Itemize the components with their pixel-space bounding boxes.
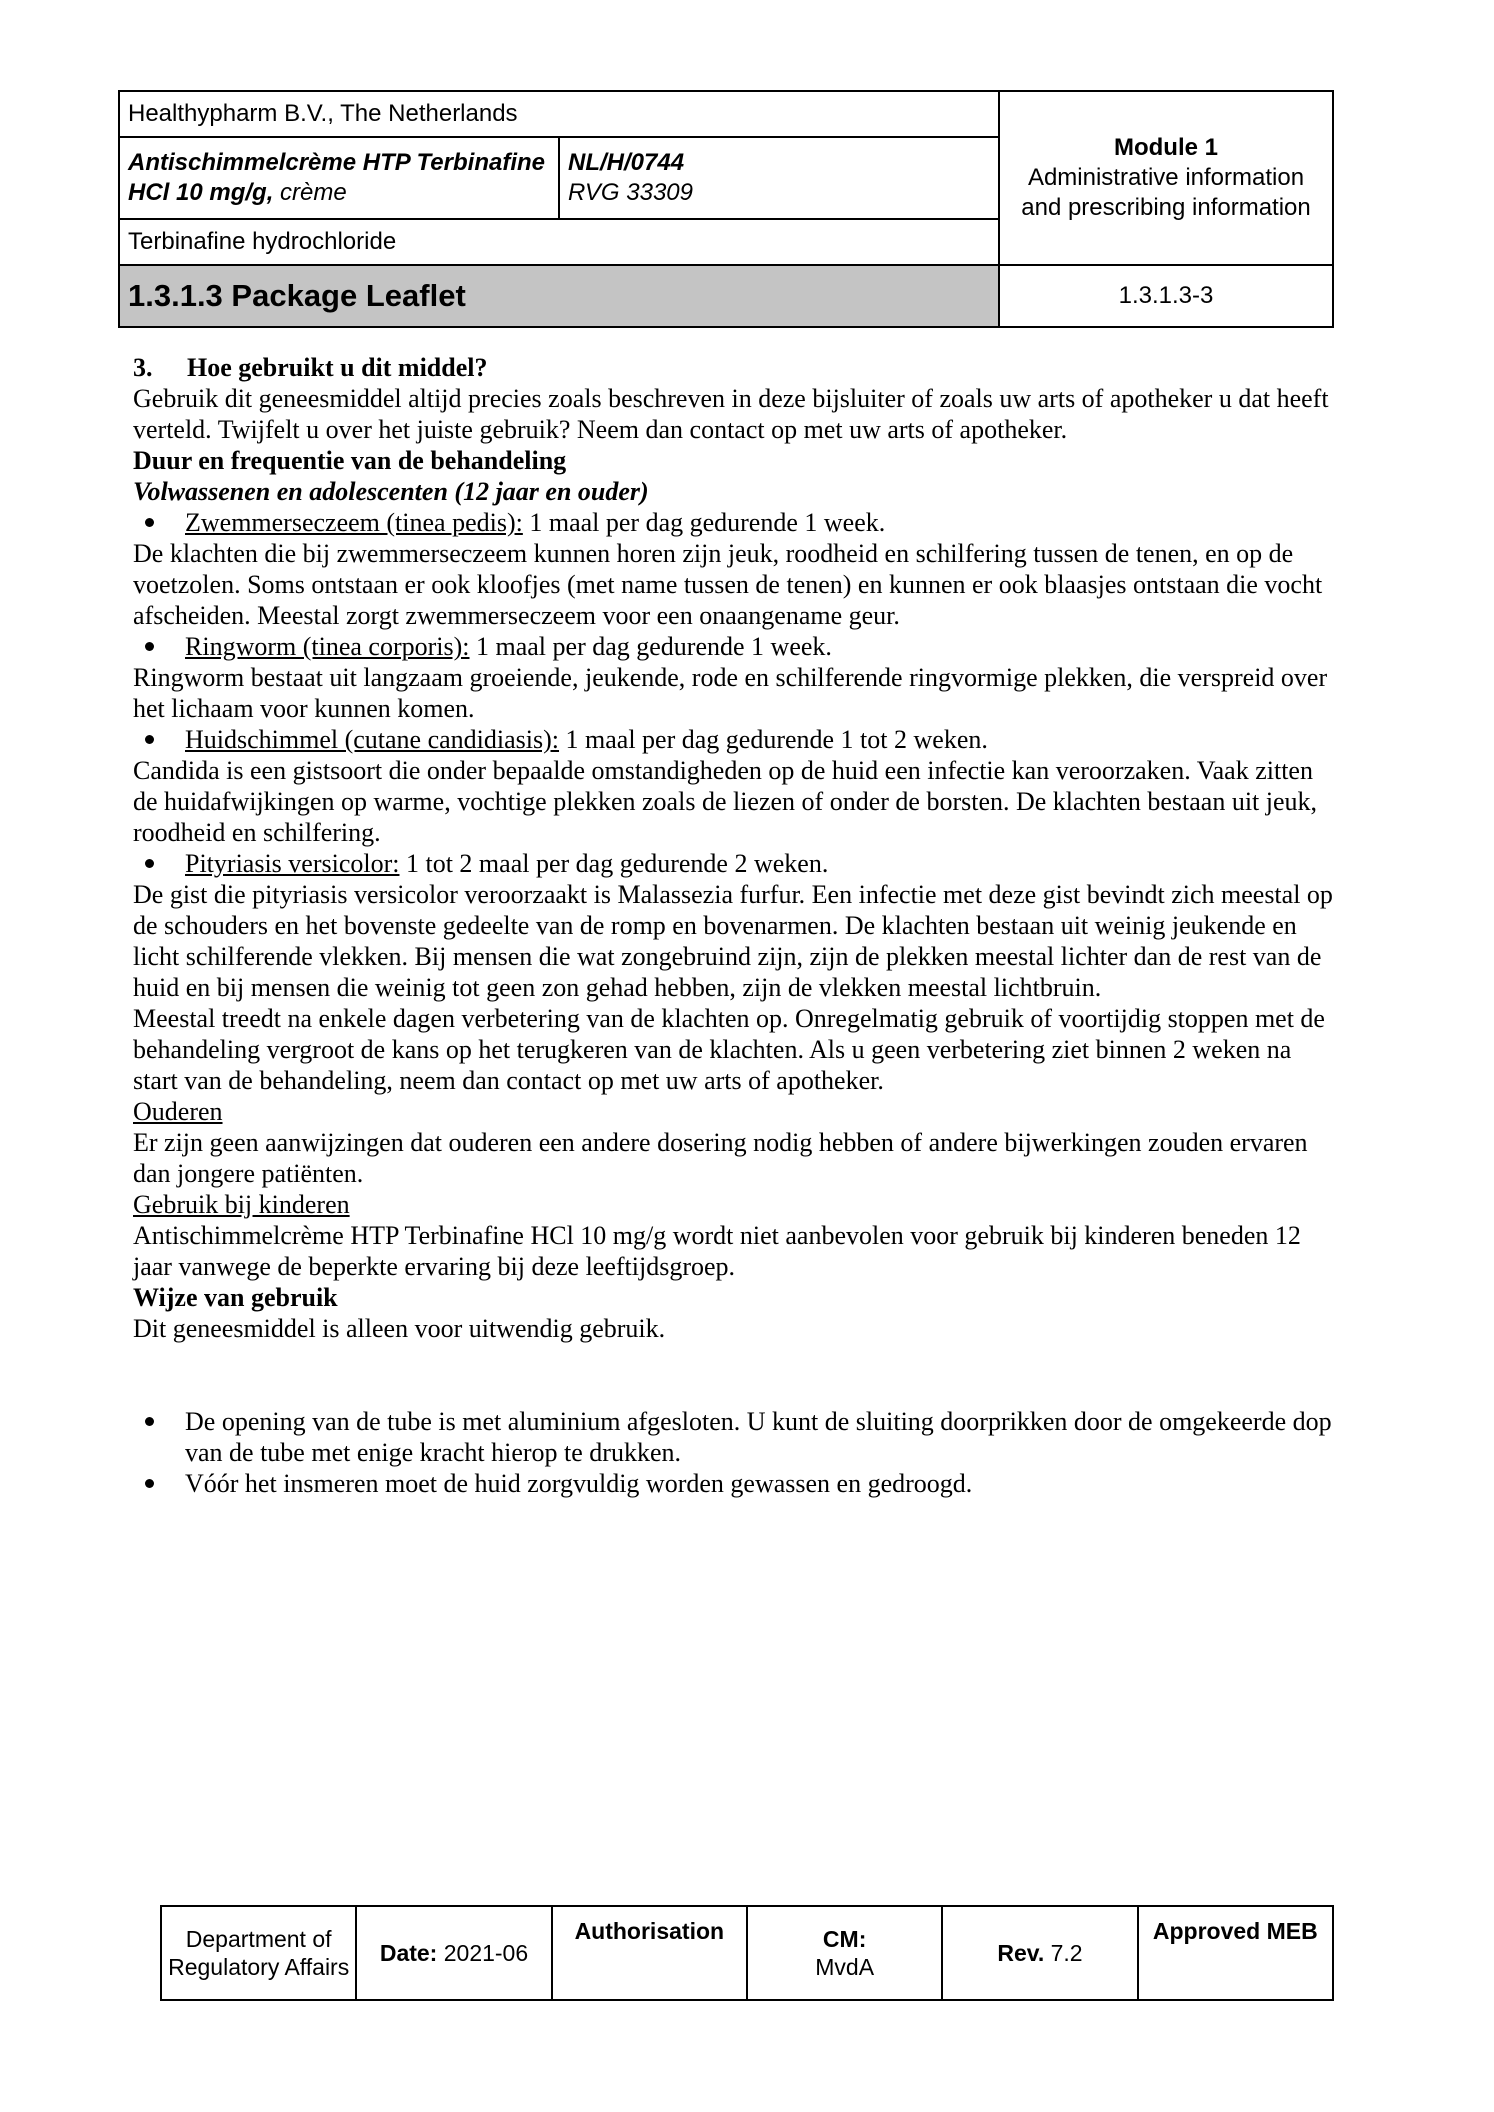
bullet-icon: [145, 642, 154, 651]
section3-heading: [133, 352, 1338, 383]
section-code: 1.3.1.3-3: [999, 265, 1333, 327]
footer-approved-cell: Approved MEB: [1138, 1906, 1333, 2000]
footer-date-cell: [356, 1906, 551, 2000]
indication-bullet-2: [133, 631, 1338, 662]
footer-cm-label: CM:: [822, 1926, 867, 1952]
footer-rev-label: Rev.: [997, 1940, 1045, 1966]
footer-department-line1: Department of: [185, 1926, 332, 1952]
indication-dose-1: 1 maal per dag gedurende 1 week.: [522, 508, 886, 537]
elderly-heading: Ouderen: [133, 1097, 223, 1126]
bullet-icon: [145, 735, 154, 744]
active-substance: Terbinafine hydrochloride: [119, 219, 999, 265]
indication-label-2: Ringworm (tinea corporis):: [185, 632, 470, 661]
indication-desc-3: Candida is een gistsoort die onder bepaalde omstandigheden op de huid een infectie kan veroorzaken. Vaak zitten de huidafwijkingen op warme, vochtige plekken zoals de liezen of onder de borsten. De klachten bestaan uit jeuk, roodheid en schilfering.: [133, 756, 1318, 847]
procedure-number: NL/H/0744: [568, 149, 685, 176]
footer-date-label: Date:: [379, 1940, 438, 1966]
bullet-icon: [145, 1417, 154, 1426]
company-name: Healthypharm B.V., The Netherlands: [119, 91, 999, 137]
footer-authorisation-cell: Authorisation: [552, 1906, 747, 2000]
indication-dose-3: 1 maal per dag gedurende 1 tot 2 weken.: [559, 725, 988, 754]
header-row-section: [119, 265, 1333, 327]
module-cell: [999, 91, 1333, 265]
usage-bullet-2-text: Vóór het insmeren moet de huid zorgvuldig worden gewassen en gedroogd.: [185, 1469, 973, 1498]
module-title: Module 1: [1113, 134, 1218, 161]
footer-cm-value: MvdA: [815, 1954, 875, 1980]
indication-desc-4: De gist die pityriasis versicolor veroorzaakt is Malassezia furfur. Een infectie met deze gist bevindt zich meestal op de schouders en het bovenste gedeelte van de romp en bovenarmen. De klachten bestaan uit weinig jeukende en licht schilferende vlekken. Bij mensen die wat zongebruind zijn, zijn de plekken meestal lichter dan de rest van de huid en bij mensen die weinig tot geen zon gehad hebben, zijn de vlekken meestal lichtbruin.: [133, 880, 1333, 1002]
indication-label-1: Zwemmerseczeem (tinea pedis):: [185, 508, 523, 537]
footer-department-line2: Regulatory Affairs: [168, 1954, 350, 1980]
children-heading: Gebruik bij kinderen: [133, 1190, 350, 1219]
intro-paragraph: Gebruik dit geneesmiddel altijd precies zoals beschreven in deze bijsluiter of zoals uw arts of apotheker u dat heeft verteld. Twijfelt u over het juiste gebruik? Neem dan contact op met uw arts of apotheker.: [133, 384, 1329, 444]
improvement-paragraph: Meestal treedt na enkele dagen verbetering van de klachten op. Onregelmatig gebruik of voortijdig stoppen met de behandeling vergroot de kans op het terugkeren van de klachten. Als u geen verbetering ziet binnen 2 weken na start van de behandeling, neem dan contact op met uw arts of apotheker.: [133, 1004, 1325, 1095]
section3-title: Hoe gebruikt u dit middel?: [187, 353, 488, 382]
module-line1: Administrative information: [1027, 164, 1305, 191]
footer-department-cell: [161, 1906, 356, 2000]
usage-bullet-1-text: De opening van de tube is met aluminium afgesloten. U kunt de sluiting doorprikken door de omgekeerde dop van de tube met enige kracht hierop te drukken.: [185, 1407, 1332, 1467]
adults-heading: Volwassenen en adolescenten (12 jaar en ouder): [133, 477, 649, 506]
section3-number: 3.: [133, 353, 153, 382]
bullet-icon: [145, 1479, 154, 1488]
usage-bullet-2: [133, 1468, 1338, 1499]
usage-heading: Wijze van gebruik: [133, 1283, 338, 1312]
product-name: Antischimmelcrème HTP Terbinafine HCl 10 mg/g,: [128, 149, 545, 206]
footer-rev-value: 7.2: [1044, 1940, 1083, 1966]
section-title: 1.3.1.3 Package Leaflet: [119, 265, 999, 327]
indication-dose-2: 1 maal per dag gedurende 1 week.: [469, 632, 832, 661]
product-name-cell: [119, 137, 559, 219]
rvg-number: RVG 33309: [568, 179, 693, 206]
product-form: crème: [273, 179, 347, 206]
footer-rev-cell: [942, 1906, 1137, 2000]
elderly-text: Er zijn geen aanwijzingen dat ouderen een andere dosering nodig hebben of andere bijwerkingen zouden ervaren dan jongere patiënten.: [133, 1128, 1308, 1188]
usage-bullet-1: [133, 1406, 1338, 1468]
footer-row: [161, 1906, 1333, 2000]
indication-desc-2: Ringworm bestaat uit langzaam groeiende, jeukende, rode en schilferende ringvormige plekken, die verspreid over het lichaam voor kunnen komen.: [133, 663, 1328, 723]
children-text: Antischimmelcrème HTP Terbinafine HCl 10 mg/g wordt niet aanbevolen voor gebruik bij kinderen beneden 12 jaar vanwege de beperkte ervaring bij deze leeftijdsgroep.: [133, 1221, 1301, 1281]
duration-heading: Duur en frequentie van de behandeling: [133, 446, 567, 475]
indication-dose-4: 1 tot 2 maal per dag gedurende 2 weken.: [399, 849, 829, 878]
indication-bullet-1: [133, 507, 1338, 538]
indication-label-3: Huidschimmel (cutane candidiasis):: [185, 725, 560, 754]
leaflet-body: [133, 352, 1338, 1499]
registration-numbers-cell: [559, 137, 999, 219]
indication-label-4: Pityriasis versicolor:: [185, 849, 400, 878]
footer-table: [160, 1905, 1334, 2001]
bullet-icon: [145, 518, 154, 527]
indication-bullet-4: [133, 848, 1338, 879]
usage-intro: Dit geneesmiddel is alleen voor uitwendig gebruik.: [133, 1314, 666, 1343]
indication-desc-1: De klachten die bij zwemmerseczeem kunnen horen zijn jeuk, roodheid en schilfering tussen de tenen, en op de voetzolen. Soms ontstaan er ook kloofjes (met name tussen de tenen) en kunnen er ook blaasjes ontstaan die vocht afscheiden. Meestal zorgt zwemmerseczeem voor een onaangename geur.: [133, 539, 1323, 630]
module-line2: and prescribing information: [1021, 194, 1311, 221]
indication-bullet-3: [133, 724, 1338, 755]
header-table: [118, 90, 1334, 328]
bullet-icon: [145, 859, 154, 868]
footer-date-value: 2021-06: [437, 1940, 529, 1966]
footer-cm-cell: [747, 1906, 942, 2000]
header-row-company: [119, 91, 1333, 137]
